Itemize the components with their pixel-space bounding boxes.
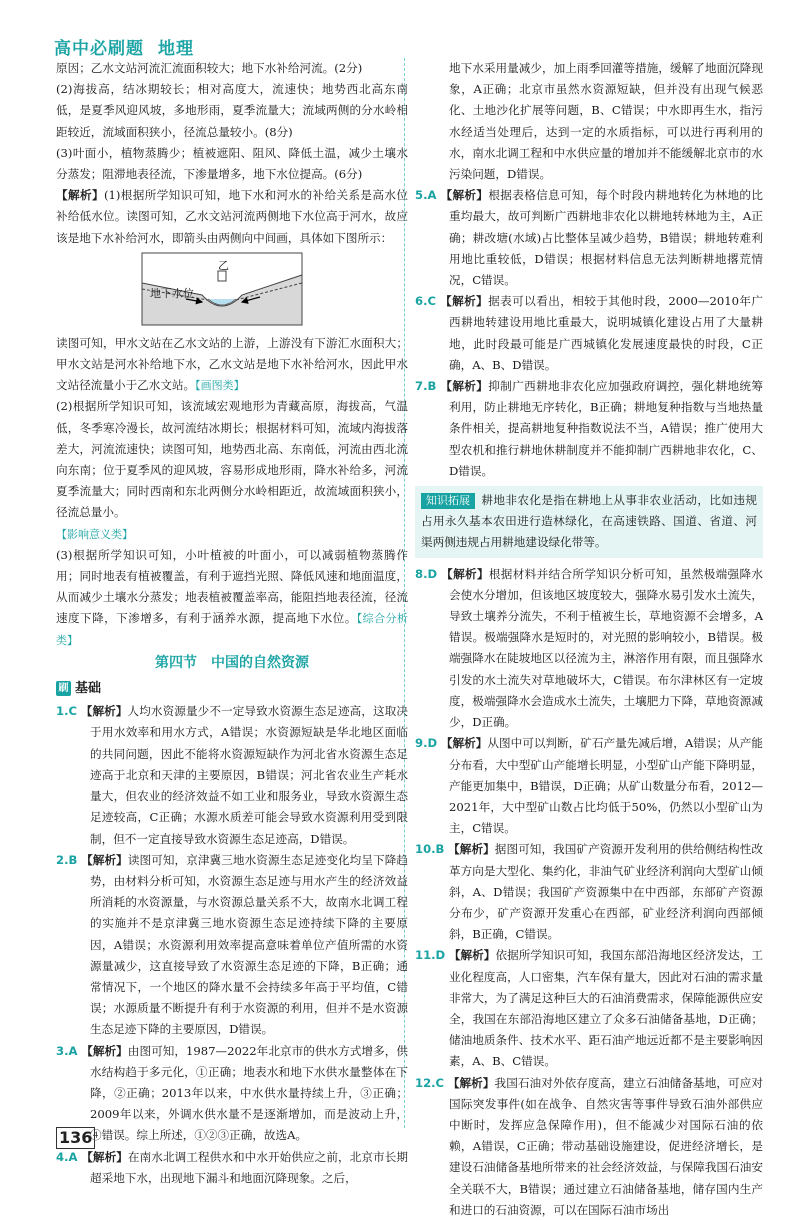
answer-text: 人均水资源量少不一定导致水资源生态足迹高，这取决于用水效率和用水方式，A错误；水资源短缺是华北地区面临的共同问题，因此不能将水资源短缺作为河北省水资源生态足迹高于北京和天津的主要原因，B错误；河北省农业生产耗水量大，但农业的经济效益不如工业和服务业，导致水资源生态足迹较高，C正确；水源水质差可能会导致水资源利用受到限制，但不一定直接导致水资源生态足迹高，D错误。 xyxy=(90,704,408,846)
subsection-heading xyxy=(56,678,408,699)
analysis-tag: 【解析】 xyxy=(80,704,128,719)
question-number: 7.B xyxy=(415,379,437,394)
answer-q4-continued: 地下水采用量减少，加上雨季回灌等措施，缓解了地面沉降现象，A正确；北京市虽然水资源短缺，但并没有出现气候恶化、土地沙化扩展等问题，B、C错误；中水即再生水，指污水经适当处理后，达到一定的水质指标，可以进行再利用的水，南水北调工程和中水供应量的增加并不能缓解北京市的水污染问题，D错误。 xyxy=(449,61,763,182)
analysis-tag: 【解析】 xyxy=(440,736,488,751)
question-number: 9.D xyxy=(415,736,438,751)
left-column xyxy=(56,58,408,1189)
answer-text: 在南水北调工程供水和中水开始供应之前，北京市长期超采地下水，出现地下漏斗和地面沉降现象。之后， xyxy=(90,1149,408,1185)
answer-q4 xyxy=(56,1147,408,1189)
question-number: 10.B xyxy=(415,842,445,857)
analysis-tag: 【解析】 xyxy=(81,1149,128,1164)
analysis-text: (1)根据所学知识可知，地下水和河水的补给关系是高水位补给低水位。读图可知，乙水文站河流两侧地下水位高于河水，故应该是地下水补给河水，即箭头由两侧向中间画，具体如下图所示： xyxy=(56,188,408,245)
question-number: 3.A xyxy=(56,1043,78,1058)
answer-text: 由图可知，1987—2022年北京市的供水方式增多，供水结构趋于多元化，①正确；地表水和地下水供水量整体在下降，②正确；2013年以来，中水供水量持续上升，③正确；2009年以来，外调水供水量不是逐渐增加，而是波动上升，④错误。综上所述，①②③正确，故选A。 xyxy=(90,1043,409,1143)
analysis-tag: 【解析】 xyxy=(81,852,128,867)
category-tag-3: 【综合分析类】 xyxy=(56,612,408,647)
analysis-tag: 【解析】 xyxy=(448,842,495,857)
answer-text: 据图可知，我国矿产资源开发利用的供给侧结构性改革方向是大型化、集约化，非油气矿业经济利润向大型矿山倾斜，A、D错误；我国矿产资源集中在中西部，东部矿产资源分布少，矿产资源开发重心在西部，矿业经济利润向西部倾斜，B正确，C错误。 xyxy=(449,842,763,942)
book-title: 高中必刷题 xyxy=(54,39,144,59)
answer-q5 xyxy=(415,185,763,291)
groundwater-diagram xyxy=(56,253,408,327)
question-number: 11.D xyxy=(415,948,446,963)
analysis-4-text: (3)根据所学知识可知，小叶植被的叶面小，可以减弱植物蒸腾作用；同时地表有植被覆盖，有利于遮挡光照、降低风速和地面温度，从而减少土壤水分蒸发；地表植被覆盖率高，能阻挡地表径流，径流速度下降，下渗增多，有利于涵养水源，提高地下水位。 xyxy=(56,547,408,626)
answer-q2 xyxy=(56,850,408,1041)
question-number: 5.A xyxy=(415,188,437,203)
answer-text: 根据表格信息可知，每个时段内耕地转化为林地的比重均最大，故可判断广西耕地非农化以耕地转林地为主，A正确；耕改塘(水域)占比整体呈减少趋势，B错误；耕地转难利用地比重较低，D错误；根据材料信息无法判断耕地撂荒情况，C错误。 xyxy=(449,188,763,288)
question-number: 1.C xyxy=(56,704,77,719)
answer-q7 xyxy=(415,376,763,482)
answer-part-1: 原因；乙水文站河流汇流面积较大；地下水补给河流。(2分) xyxy=(56,61,363,75)
diagram-label-groundwater: 地下水位 xyxy=(150,286,194,300)
knowledge-text: 耕地非农化是指在耕地上从事非农业活动，比如违规占用永久基本农田进行造林绿化，在高速铁路、国道、省道、河渠两侧违规占用耕地建设绿化带等。 xyxy=(421,493,757,550)
knowledge-badge: 知识拓展 xyxy=(421,493,475,509)
question-number: 4.A xyxy=(56,1149,78,1164)
answer-text: 据表可以看出，相较于其他时段，2000—2010年广西耕地转建设用地比重最大，说明城镇化建设占用了大量耕地，此时段最可能是广西城镇化发展速度最快的时段，C正确，A、B、D错误。 xyxy=(449,294,763,372)
analysis-4 xyxy=(56,545,408,651)
analysis-tag: 【解析】 xyxy=(448,948,496,963)
answer-q3 xyxy=(56,1041,408,1147)
answer-q8 xyxy=(415,564,763,734)
answer-text: 从图中可以判断，矿石产量先减后增，A错误；从产能分布看，大中型矿山产能增长明显，小型矿山产能下降明显，产能更加集中，B错误，D正确；从矿山数量分布看，2012—2021年，大中型矿山数占比均低于50%，仍然以小型矿山为主，C错误。 xyxy=(449,736,764,836)
answer-text: 依据所学知识可知，我国东部沿海地区经济发达，工业化程度高，人口密集，汽车保有量大，因此对石油的需求量非常大，为了满足这种巨大的石油消费需求，保障能源供应安全，我国在东部沿海地区建立了众多石油储备基地，D正确；储油地质条件、技术水平、距石油产地远近都不是主要影响因素，A、B、C错误。 xyxy=(449,948,763,1069)
running-header xyxy=(54,34,194,59)
answer-q10 xyxy=(415,839,763,945)
subsection-badge: 刷 xyxy=(56,681,71,696)
subject-label: 地理 xyxy=(158,39,194,59)
page-number: 136 xyxy=(56,1127,95,1149)
analysis-tag: 【解析】 xyxy=(440,294,489,309)
answer-part-2: (2)海拔高，结冰期较长；相对高度大，流速快；地势西北高东南低，是夏季风迎风坡，多地形雨，夏季流量大；流域两侧的分水岭相距较近，流域面积狭小，径流总量较小。(8分) xyxy=(56,82,408,139)
answer-text: 根据材料并结合所学知识分析可知，虽然极端强降水会使水分增加，但该地区坡度较大，强降水易引发水土流失，导致土壤养分流失，不利于植被生长，草地资源不会增多，A错误。极端强降水是短时的，对光照的影响较小，B错误。极端强降水在陡坡地区以径流为主，淋溶作用有限，而且强降水引发的水土流失对草地破坏大，C错误。布尔津林区有一定坡度，极端强降水会造成水土流失，土壤肥力下降，草地资源减少，D正确。 xyxy=(449,566,763,730)
analysis-tag: 【解析】 xyxy=(440,188,489,203)
question-number: 2.B xyxy=(56,852,78,867)
answer-q11 xyxy=(415,945,763,1072)
answer-q6 xyxy=(415,291,763,376)
answer-q9 xyxy=(415,733,763,839)
subsection-label: 基础 xyxy=(75,681,102,697)
question-number: 8.D xyxy=(415,566,438,581)
category-tag-text: 【影响意义类】 xyxy=(56,527,133,541)
analysis-1 xyxy=(56,185,408,249)
analysis-2 xyxy=(56,333,408,397)
answer-text: 我国石油对外依存度高，建立石油储备基地，可应对国际突发事件(如在战争、自然灾害等事件导致石油外部供应中断时，发挥应急保障作用)，但不能减少对国际石油的依赖，A错误，C正确；带动基础设施建设，促进经济增长，是建设石油储备基地所带来的社会经济效益，与保障我国石油安全关联不大，B错误；通过建立石油储备基地，储存国内生产和进口的石油资源，可以在国际石油市场出 xyxy=(449,1075,763,1217)
answer-q1 xyxy=(56,701,408,849)
category-tag-2 xyxy=(56,524,408,545)
analysis-2-text: 读图可知，甲水文站在乙水文站的上游，上游没有下游汇水面积大；甲水文站是河水补给地下水，乙水文站是地下水补给河水，因此甲水文站径流量小于乙水文站。 xyxy=(56,335,408,393)
right-column xyxy=(415,58,763,1221)
answer-part-3: (3)叶面小，植物蒸腾少；植被遮阳、阻风、降低土温，减少土壤水分蒸发；阻滞地表径流，下渗量增多，地下水位提高。(6分) xyxy=(56,145,408,182)
analysis-tag: 【解析】 xyxy=(440,379,489,394)
answer-q12 xyxy=(415,1073,763,1221)
knowledge-extension-box xyxy=(415,486,763,558)
analysis-3-text: (2)根据所学知识可知，该流域宏观地形为青藏高原，海拔高，气温低，冬季寒冷漫长，故河流结冰期长；根据材料可知，流域内海拔落差大，河流流速快；读图可知，地势西北高、东南低，河流由西北流向东南；位于夏季风的迎风坡，容易形成地形雨，降水补给多，河流夏季流量大；同时西南和东北两侧分水岭相距近，故流域面积狭小，径流总量小。 xyxy=(56,399,408,520)
analysis-tag: 【解析】 xyxy=(56,188,104,203)
analysis-3 xyxy=(56,396,408,523)
section-title: 第四节 中国的自然资源 xyxy=(155,654,309,671)
diagram-label-station: 乙 xyxy=(218,258,229,272)
question-number: 6.C xyxy=(415,294,436,309)
question-number: 12.C xyxy=(415,1075,445,1090)
analysis-tag: 【解析】 xyxy=(81,1043,128,1058)
analysis-tag: 【解析】 xyxy=(447,1075,495,1090)
answer-text: 抑制广西耕地非农化应加强政府调控，强化耕地统筹利用，防止耕地无序转化，B正确；耕地复种指数与当地热量条件相关，提高耕地复种指数说法不当，A错误；推广使用大型农机和推行耕地休耕制度并不能抑制广西耕地非农化，C、D错误。 xyxy=(449,379,763,478)
answer-text: 读图可知，京津冀三地水资源生态足迹变化均呈下降趋势，由材料分析可知，水资源生态足迹与用水产生的经济效益所消耗的水资源量，与水资源总量关系不大，故南水北调工程的实施并不是京津冀三地水资源生态足迹持续下降的主要原因，A错误；水资源利用效率提高意味着单位产值所需的水资源量减少，这直接导致了水资源生态足迹的下降，B正确；通常情况下，一个地区的降水量不会持续多年高于平均值，C错误；水源质量不断提升有利于水资源的利用，但并不是水资源生态足迹下降的主要原因，D错误。 xyxy=(90,852,408,1037)
analysis-tag: 【解析】 xyxy=(441,566,489,581)
category-tag: 【画图类】 xyxy=(195,379,245,393)
